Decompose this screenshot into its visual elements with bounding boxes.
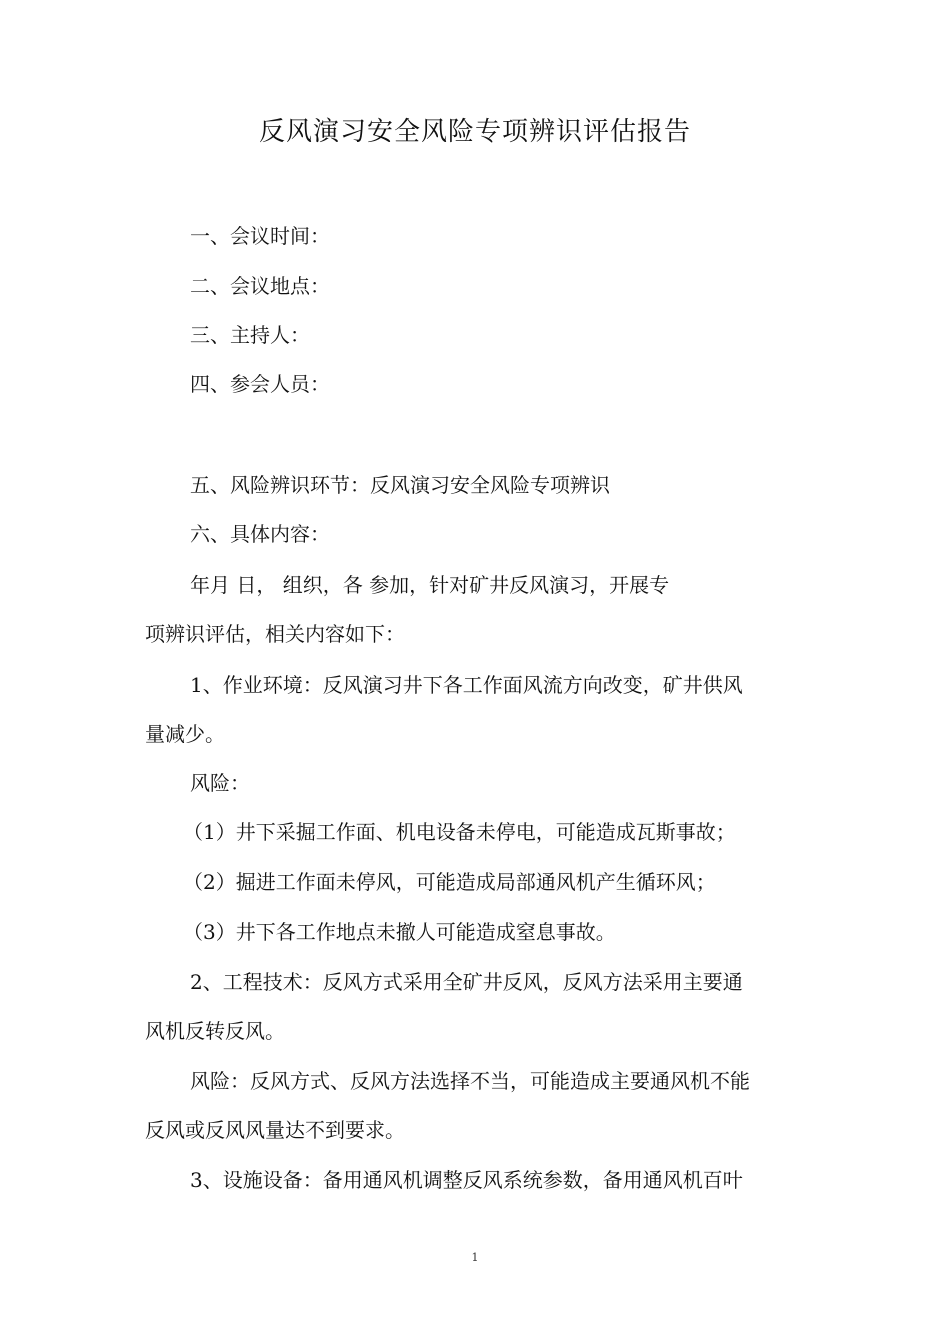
section-1-risk-label: 风险： [190, 771, 250, 795]
meeting-place-line: 二、会议地点： [190, 274, 330, 298]
document-title: 反风演习安全风险专项辨识评估报告 [258, 117, 691, 147]
intro-paragraph-line-2: 项辨识评估，相关内容如下： [145, 622, 405, 646]
section-3-line-1: 3、设施设备：备用通风机调整反风系统参数，备用通风机百叶 [190, 1168, 743, 1192]
section-2-line-2: 风机反转反风。 [145, 1019, 285, 1043]
section-1-line-1: 1、作业环境：反风演习井下各工作面风流方向改变，矿井供风 [190, 673, 743, 697]
intro-paragraph-line-1: 年月 日， 组织，各 参加，针对矿井反风演习，开展专 [190, 573, 670, 597]
specific-content-heading: 六、具体内容： [190, 522, 330, 546]
attendees-line: 四、参会人员： [190, 372, 330, 396]
meeting-time-line: 一、会议时间： [190, 224, 330, 248]
section-1-risk-item-2: （2）掘进工作面未停风，可能造成局部通风机产生循环风； [183, 870, 716, 894]
page-number: 1 [471, 1251, 479, 1264]
risk-stage-line: 五、风险辨识环节：反风演习安全风险专项辨识 [190, 473, 610, 497]
section-1-line-2: 量减少。 [145, 722, 225, 746]
section-2-risk-line-1: 风险：反风方式、反风方法选择不当，可能造成主要通风机不能 [190, 1069, 750, 1093]
host-line: 三、主持人： [190, 323, 310, 347]
section-2-line-1: 2、工程技术：反风方式采用全矿井反风，反风方法采用主要通 [190, 970, 743, 994]
section-1-risk-item-3: （3）井下各工作地点未撤人可能造成窒息事故。 [183, 920, 616, 944]
section-1-risk-item-1: （1）井下采掘工作面、机电设备未停电，可能造成瓦斯事故； [183, 820, 736, 844]
section-2-risk-line-2: 反风或反风风量达不到要求。 [145, 1118, 405, 1142]
